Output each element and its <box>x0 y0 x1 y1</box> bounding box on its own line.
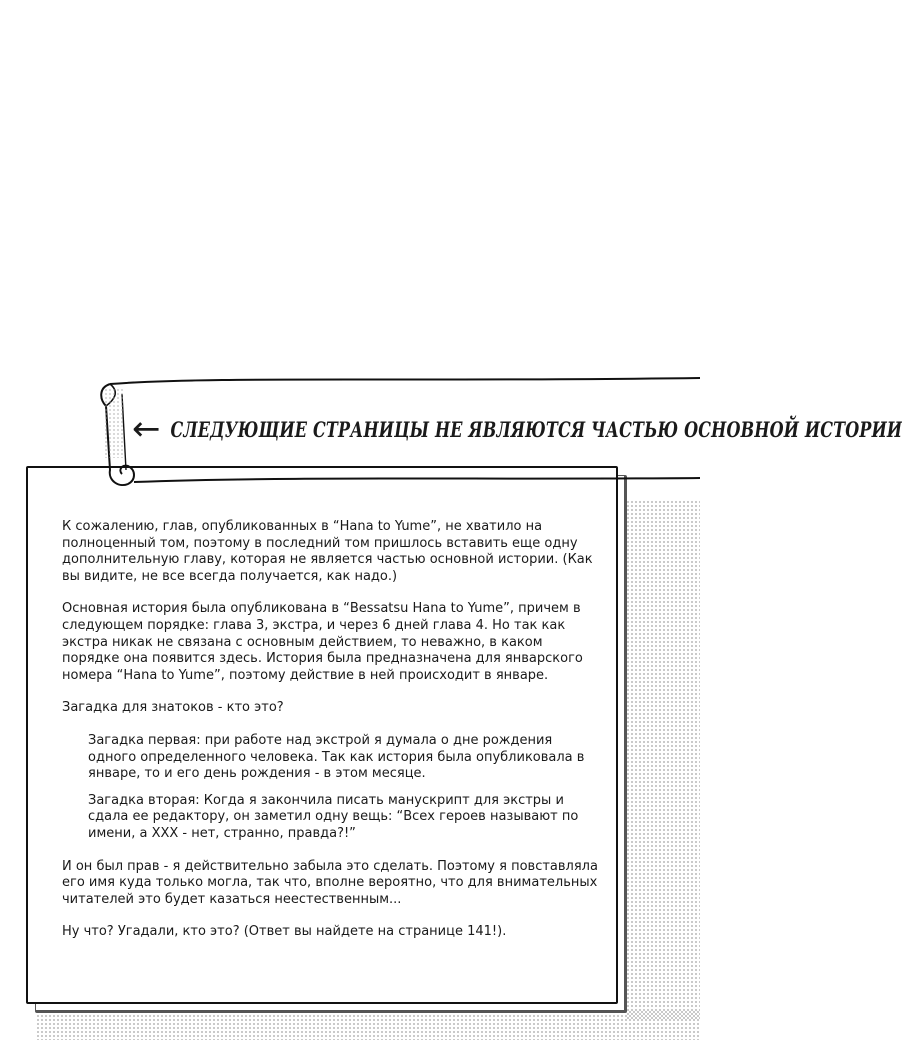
paragraph-riddle-two: Загадка вторая: Когда я закончила писать манускрипт для экстры и сдала ее редактору, он заметил одну вещь: “Всех героев называют по имени, а XXX - нет, странно, правда?!” <box>88 792 579 841</box>
paragraph-publication: Основная история была опубликована в “Bessatsu Hana to Yume”, причем в следующем порядке: глава 3, экстра, и через 6 дней глава 4. Но так как экстра никак не связана с основным действием, то неважно, в каком порядке она появится здесь. История была предназначена для январского номера “Hana to Yume”, поэтому действие в ней происходит в январе. <box>62 601 583 683</box>
screentone-right <box>626 500 700 1020</box>
paragraph-riddle-title: Загадка для знатоков - кто это? <box>62 700 284 716</box>
screentone-bottom <box>36 1010 700 1040</box>
left-arrow-icon: ← <box>132 409 161 449</box>
panel-text <box>62 519 602 957</box>
banner-heading-row <box>132 409 902 449</box>
banner-heading: СЛЕДУЮЩИЕ СТРАНИЦЫ НЕ ЯВЛЯЮТСЯ ЧАСТЬЮ ОСНОВНОЙ ИСТОРИИ <box>170 416 902 442</box>
paragraph-riddle-one: Загадка первая: при работе над экстрой я думала о дне рождения одного определенного человека. Так как история была опубликовала в январе, то и его день рождения - в этом месяце. <box>88 732 585 782</box>
paragraph-intro: К сожалению, глав, опубликованных в “Hana to Yume”, не хватило на полноценный том, поэтому в последний том пришлось вставить еще одну дополнительную главу, которая не является частью основной истории. (Как вы видите, не все всегда получается, как надо.) <box>62 519 593 584</box>
scroll-shading <box>104 388 124 458</box>
paragraph-explanation: И он был прав - я действительно забыла это сделать. Поэтому я повставляла его имя куда только могла, так что, вполне вероятно, что для внимательных читателей это будет казаться неестественным... <box>62 858 598 907</box>
paragraph-answer: Ну что? Угадали, кто это? (Ответ вы найдете на странице 141!). <box>62 924 507 940</box>
